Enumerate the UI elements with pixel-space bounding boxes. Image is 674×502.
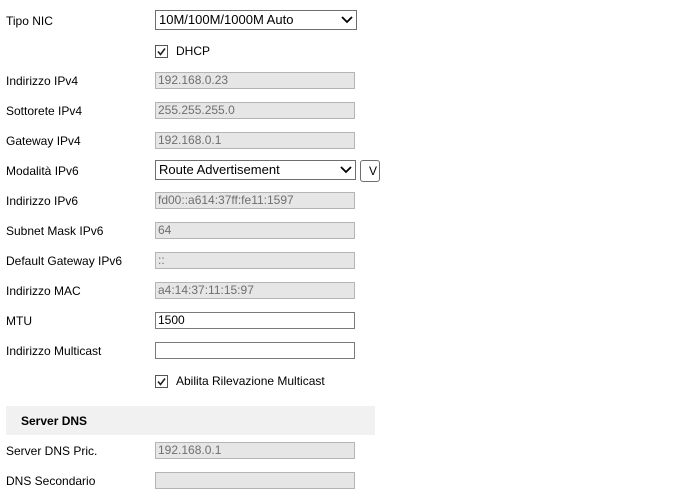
ipv4-subnet-label: Sottorete IPv4: [6, 104, 83, 118]
ipv6-subnet-label: Subnet Mask IPv6: [6, 224, 104, 238]
nic-type-value: 10M/100M/1000M Auto: [159, 12, 294, 27]
dns-section-title: Server DNS: [21, 414, 88, 428]
dhcp-label: DHCP: [176, 44, 211, 58]
mtu-field[interactable]: 1500: [155, 312, 355, 329]
nic-type-label: Tipo NIC: [6, 14, 53, 28]
multicast-address-field[interactable]: [155, 342, 355, 359]
multicast-discovery-checkbox[interactable]: [155, 375, 168, 388]
ipv6-view-button[interactable]: V: [360, 160, 380, 182]
ipv4-subnet-field[interactable]: 255.255.255.0: [155, 102, 355, 119]
ipv6-gateway-label: Default Gateway IPv6: [6, 254, 123, 268]
multicast-address-label: Indirizzo Multicast: [6, 344, 102, 358]
ipv6-address-label: Indirizzo IPv6: [6, 194, 79, 208]
ipv6-subnet-field[interactable]: 64: [155, 222, 355, 239]
ipv6-mode-label: Modalità IPv6: [6, 164, 79, 178]
nic-type-select[interactable]: [155, 10, 357, 30]
checkmark-icon: [157, 47, 166, 56]
dhcp-checkbox[interactable]: [155, 45, 168, 58]
ipv6-mode-value: Route Advertisement: [159, 162, 280, 177]
multicast-discovery-label: Abilita Rilevazione Multicast: [176, 374, 325, 388]
ipv6-address-field[interactable]: fd00::a614:37ff:fe11:1597: [155, 192, 355, 209]
mac-address-label: Indirizzo MAC: [6, 284, 81, 298]
chevron-down-icon: [341, 15, 353, 24]
checkmark-icon: [157, 377, 166, 386]
dns-primary-label: Server DNS Pric.: [6, 444, 98, 458]
dns-secondary-label: DNS Secondario: [6, 474, 96, 488]
ipv4-gateway-label: Gateway IPv4: [6, 134, 81, 148]
ipv4-gateway-field[interactable]: 192.168.0.1: [155, 132, 355, 149]
mtu-label: MTU: [6, 314, 32, 328]
dns-section-header: [6, 406, 375, 435]
ipv6-mode-select[interactable]: [155, 160, 356, 180]
mac-address-field[interactable]: a4:14:37:11:15:97: [155, 282, 355, 299]
dns-secondary-field[interactable]: [155, 472, 355, 489]
ipv6-gateway-field[interactable]: ::: [155, 252, 355, 269]
ipv4-address-label: Indirizzo IPv4: [6, 74, 79, 88]
chevron-down-icon: [340, 165, 352, 174]
ipv4-address-field[interactable]: 192.168.0.23: [155, 72, 355, 89]
dns-primary-field[interactable]: 192.168.0.1: [155, 442, 355, 459]
